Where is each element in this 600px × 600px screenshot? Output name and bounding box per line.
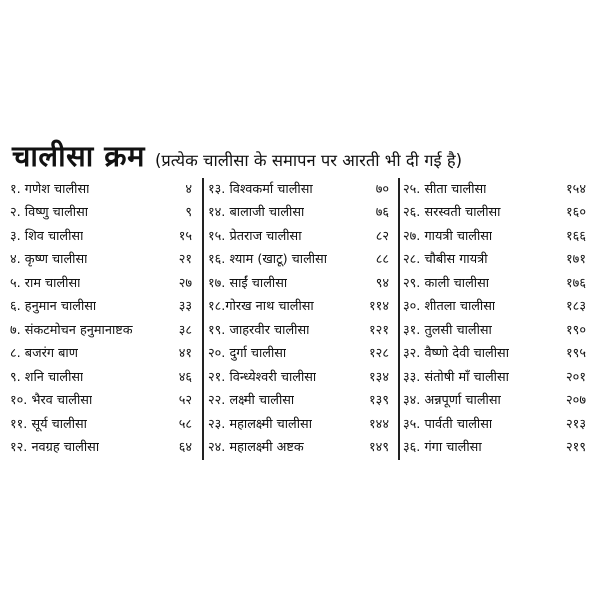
entry-title: २०. दुर्गा चालीसा bbox=[208, 346, 287, 362]
index-entry bbox=[208, 317, 393, 341]
entry-title: ११. सूर्य चालीसा bbox=[10, 416, 87, 432]
entry-page-number: ७० bbox=[375, 181, 389, 197]
entry-title: २५. सीता चालीसा bbox=[403, 181, 487, 197]
entry-page-number: ४६ bbox=[178, 369, 192, 385]
entry-page-number: ३८ bbox=[178, 322, 192, 338]
entry-title: २७. गायत्री चालीसा bbox=[403, 228, 493, 244]
entry-page-number: २१ bbox=[178, 252, 192, 268]
index-entry bbox=[403, 435, 590, 459]
index-entry bbox=[208, 200, 393, 224]
entry-title: १. गणेश चालीसा bbox=[10, 181, 90, 197]
entry-title: १०. भैरव चालीसा bbox=[10, 393, 93, 409]
index-entry bbox=[10, 176, 196, 200]
entry-page-number: १७१ bbox=[566, 252, 586, 268]
entry-page-number: १७६ bbox=[566, 275, 586, 291]
index-entry bbox=[10, 435, 196, 459]
index-title: चालीसा क्रम bbox=[12, 139, 145, 173]
entry-page-number: ३३ bbox=[178, 299, 192, 315]
entry-page-number: ९४ bbox=[375, 275, 389, 291]
entry-page-number: १५४ bbox=[566, 181, 586, 197]
entry-title: २१. विन्ध्येश्वरी चालीसा bbox=[208, 369, 317, 385]
index-heading bbox=[12, 136, 592, 172]
entry-page-number: १९५ bbox=[566, 346, 586, 362]
entry-title: ३. शिव चालीसा bbox=[10, 228, 84, 244]
entry-page-number: १२१ bbox=[369, 322, 389, 338]
entry-page-number: १२८ bbox=[369, 346, 389, 362]
index-entry bbox=[403, 200, 590, 224]
index-entry bbox=[403, 411, 590, 435]
index-entry bbox=[403, 270, 590, 294]
entry-title: १९. जाहरवीर चालीसा bbox=[208, 322, 310, 338]
entry-title: १५. प्रेतराज चालीसा bbox=[208, 228, 302, 244]
entry-title: ५. राम चालीसा bbox=[10, 275, 81, 291]
entry-page-number: ८८ bbox=[375, 252, 389, 268]
index-entry bbox=[10, 411, 196, 435]
index-entry bbox=[208, 176, 393, 200]
entry-title: ८. बजरंग बाण bbox=[10, 346, 78, 362]
index-entry bbox=[208, 341, 393, 365]
index-entry bbox=[403, 247, 590, 271]
entry-title: २२. लक्ष्मी चालीसा bbox=[208, 393, 295, 409]
entry-title: ३६. गंगा चालीसा bbox=[403, 440, 482, 456]
entry-page-number: ११४ bbox=[369, 299, 389, 315]
index-column-3 bbox=[403, 176, 590, 464]
entry-title: ३३. संतोषी माँ चालीसा bbox=[403, 369, 509, 385]
entry-title: ३४. अन्नपूर्णा चालीसा bbox=[403, 393, 501, 409]
entry-page-number: ७६ bbox=[375, 205, 389, 221]
entry-title: ९. शनि चालीसा bbox=[10, 369, 84, 385]
entry-title: २४. महालक्ष्मी अष्टक bbox=[208, 440, 304, 456]
entry-title: ६. हनुमान चालीसा bbox=[10, 299, 97, 315]
entry-page-number: १४९ bbox=[369, 440, 389, 456]
entry-title: २. विष्णु चालीसा bbox=[10, 205, 89, 221]
entry-title: ३२. वैष्णो देवी चालीसा bbox=[403, 346, 510, 362]
entry-title: ३१. तुलसी चालीसा bbox=[403, 322, 492, 338]
index-entry bbox=[403, 317, 590, 341]
index-entry bbox=[208, 364, 393, 388]
entry-title: २६. सरस्वती चालीसा bbox=[403, 205, 501, 221]
entry-page-number: १३९ bbox=[369, 393, 389, 409]
entry-page-number: ९ bbox=[185, 205, 192, 221]
index-entry bbox=[403, 223, 590, 247]
column-divider-2 bbox=[398, 178, 400, 460]
index-entry bbox=[403, 176, 590, 200]
entry-title: १८.गोरख नाथ चालीसा bbox=[208, 299, 314, 315]
column-divider-1 bbox=[202, 178, 204, 460]
entry-title: १४. बालाजी चालीसा bbox=[208, 205, 305, 221]
entry-title: १२. नवग्रह चालीसा bbox=[10, 440, 100, 456]
entry-title: १६. श्याम (खाटू) चालीसा bbox=[208, 252, 328, 268]
entry-title: २३. महालक्ष्मी चालीसा bbox=[208, 416, 313, 432]
entry-title: ४. कृष्ण चालीसा bbox=[10, 252, 88, 268]
entry-page-number: ५२ bbox=[178, 393, 192, 409]
entry-page-number: २१९ bbox=[566, 440, 586, 456]
entry-title: १७. साईं चालीसा bbox=[208, 275, 288, 291]
entry-page-number: १८३ bbox=[566, 299, 586, 315]
entry-page-number: १३४ bbox=[369, 369, 389, 385]
index-entry bbox=[10, 200, 196, 224]
index-entry bbox=[403, 341, 590, 365]
index-entry bbox=[10, 388, 196, 412]
entry-page-number: ८२ bbox=[375, 228, 389, 244]
index-entry bbox=[10, 364, 196, 388]
entry-page-number: ४१ bbox=[178, 346, 192, 362]
index-grid bbox=[10, 176, 588, 464]
index-entry bbox=[10, 247, 196, 271]
index-entry bbox=[403, 388, 590, 412]
entry-title: ३०. शीतला चालीसा bbox=[403, 299, 496, 315]
index-entry bbox=[208, 294, 393, 318]
entry-page-number: १६६ bbox=[566, 228, 586, 244]
entry-page-number: २१३ bbox=[566, 416, 586, 432]
entry-page-number: २०१ bbox=[566, 369, 586, 385]
entry-page-number: ६४ bbox=[178, 440, 192, 456]
entry-title: ३५. पार्वती चालीसा bbox=[403, 416, 493, 432]
entry-page-number: २७ bbox=[178, 275, 192, 291]
index-entry bbox=[10, 223, 196, 247]
index-entry bbox=[10, 341, 196, 365]
index-entry bbox=[208, 388, 393, 412]
index-column-1 bbox=[10, 176, 196, 464]
entry-title: २९. काली चालीसा bbox=[403, 275, 490, 291]
entry-page-number: १४४ bbox=[369, 416, 389, 432]
index-note: (प्रत्येक चालीसा के समापन पर आरती भी दी गई है) bbox=[154, 151, 463, 170]
index-column-2 bbox=[208, 176, 393, 464]
index-entry bbox=[208, 247, 393, 271]
index-entry bbox=[208, 270, 393, 294]
index-entry bbox=[208, 223, 393, 247]
entry-title: २८. चौबीस गायत्री bbox=[403, 252, 488, 268]
index-entry bbox=[208, 411, 393, 435]
index-entry bbox=[10, 294, 196, 318]
entry-title: ७. संकटमोचन हनुमानाष्टक bbox=[10, 322, 133, 338]
entry-page-number: २०७ bbox=[566, 393, 586, 409]
entry-page-number: १५ bbox=[178, 228, 192, 244]
index-entry bbox=[208, 435, 393, 459]
entry-page-number: १६० bbox=[566, 205, 586, 221]
entry-title: १३. विश्वकर्मा चालीसा bbox=[208, 181, 313, 197]
index-entry bbox=[403, 364, 590, 388]
index-entry bbox=[10, 317, 196, 341]
entry-page-number: ५८ bbox=[178, 416, 192, 432]
entry-page-number: ४ bbox=[185, 181, 192, 197]
entry-page-number: १९० bbox=[566, 322, 586, 338]
index-entry bbox=[10, 270, 196, 294]
index-entry bbox=[403, 294, 590, 318]
